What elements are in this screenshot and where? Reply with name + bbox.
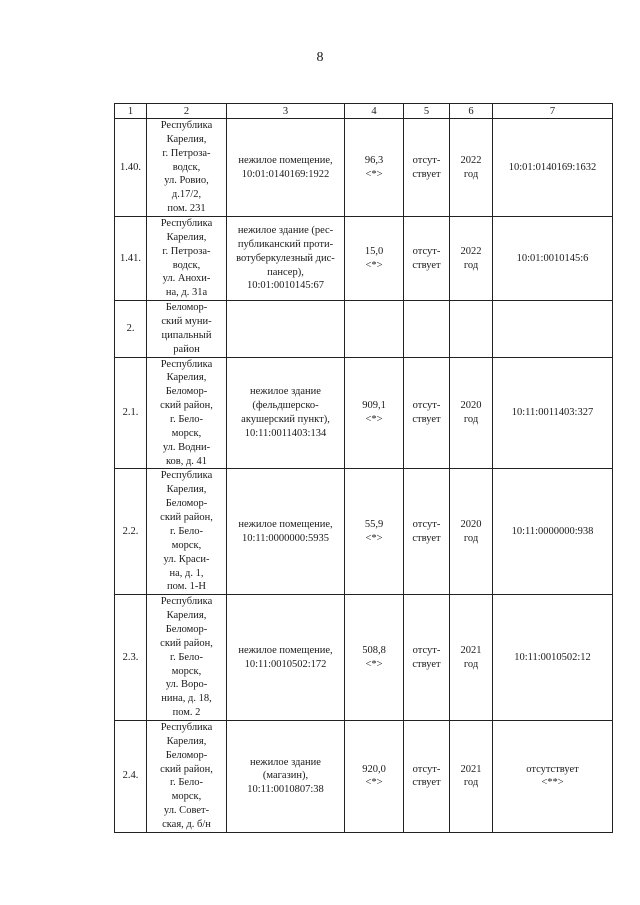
area-cell: 508,8 <*>: [345, 595, 404, 721]
year-cell: 2020 год: [450, 469, 493, 595]
address-cell: Республика Карелия, Беломор- ский район, г. Бело- морск, ул. Воро- нина, д. 18, пом. 2: [147, 595, 227, 721]
object-cell: нежилое здание (фельдшерско- акушерский пункт), 10:11:0011403:134: [227, 357, 345, 469]
cadastral-cell: 10:11:0000000:938: [493, 469, 613, 595]
area-cell: 55,9 <*>: [345, 469, 404, 595]
row-number: 1.40.: [115, 119, 147, 217]
encumbrance-cell: [404, 301, 450, 357]
address-cell: Республика Карелия, г. Петроза- водск, ул. Анохи- на, д. 31а: [147, 217, 227, 301]
area-cell: 920,0 <*>: [345, 720, 404, 832]
object-cell: [227, 301, 345, 357]
area-cell: 96,3 <*>: [345, 119, 404, 217]
table-row: [115, 469, 613, 595]
table-header-row: [115, 104, 613, 119]
year-cell: 2022 год: [450, 217, 493, 301]
area-cell: [345, 301, 404, 357]
row-number: 2.3.: [115, 595, 147, 721]
address-cell: Республика Карелия, Беломор- ский район, г. Бело- морск, ул. Совет- ская, д. б/н: [147, 720, 227, 832]
object-cell: нежилое помещение, 10:01:0140169:1922: [227, 119, 345, 217]
object-cell: нежилое помещение, 10:11:0000000:5935: [227, 469, 345, 595]
row-number: 1.41.: [115, 217, 147, 301]
row-number: 2.: [115, 301, 147, 357]
encumbrance-cell: отсут- ствует: [404, 119, 450, 217]
table-row: [115, 217, 613, 301]
table-row: [115, 720, 613, 832]
year-cell: 2022 год: [450, 119, 493, 217]
cadastral-cell: отсутствует <**>: [493, 720, 613, 832]
object-cell: нежилое помещение, 10:11:0010502:172: [227, 595, 345, 721]
table-row: [115, 357, 613, 469]
column-header-1: 1: [115, 104, 147, 119]
column-header-2: 2: [147, 104, 227, 119]
page-number: 8: [316, 50, 324, 65]
cadastral-cell: 10:01:0140169:1632: [493, 119, 613, 217]
cadastral-cell: 10:11:0011403:327: [493, 357, 613, 469]
encumbrance-cell: отсут- ствует: [404, 595, 450, 721]
year-cell: 2020 год: [450, 357, 493, 469]
column-header-4: 4: [345, 104, 404, 119]
address-cell: Республика Карелия, Беломор- ский район, г. Бело- морск, ул. Краси- на, д. 1, пом. 1-Н: [147, 469, 227, 595]
address-cell: Республика Карелия, г. Петроза- водск, ул. Ровио, д.17/2, пом. 231: [147, 119, 227, 217]
cadastral-cell: [493, 301, 613, 357]
year-cell: [450, 301, 493, 357]
encumbrance-cell: отсут- ствует: [404, 357, 450, 469]
area-cell: 909,1 <*>: [345, 357, 404, 469]
table-row: [115, 119, 613, 217]
cadastral-cell: 10:11:0010502:12: [493, 595, 613, 721]
encumbrance-cell: отсут- ствует: [404, 720, 450, 832]
encumbrance-cell: отсут- ствует: [404, 217, 450, 301]
year-cell: 2021 год: [450, 595, 493, 721]
column-header-3: 3: [227, 104, 345, 119]
cadastral-cell: 10:01:0010145:6: [493, 217, 613, 301]
row-number: 2.1.: [115, 357, 147, 469]
column-header-6: 6: [450, 104, 493, 119]
address-cell: Республика Карелия, Беломор- ский район, г. Бело- морск, ул. Водни- ков, д. 41: [147, 357, 227, 469]
property-registry-table: [114, 103, 613, 833]
address-cell: Беломор- ский муни- ципальный район: [147, 301, 227, 357]
object-cell: нежилое здание (магазин), 10:11:0010807:38: [227, 720, 345, 832]
column-header-7: 7: [493, 104, 613, 119]
object-cell: нежилое здание (рес- публиканский проти- вотуберкулезный дис- пансер), 10:01:0010145:67: [227, 217, 345, 301]
encumbrance-cell: отсут- ствует: [404, 469, 450, 595]
column-header-5: 5: [404, 104, 450, 119]
table-row: [115, 595, 613, 721]
row-number: 2.4.: [115, 720, 147, 832]
table-row: [115, 301, 613, 357]
row-number: 2.2.: [115, 469, 147, 595]
year-cell: 2021 год: [450, 720, 493, 832]
area-cell: 15,0 <*>: [345, 217, 404, 301]
